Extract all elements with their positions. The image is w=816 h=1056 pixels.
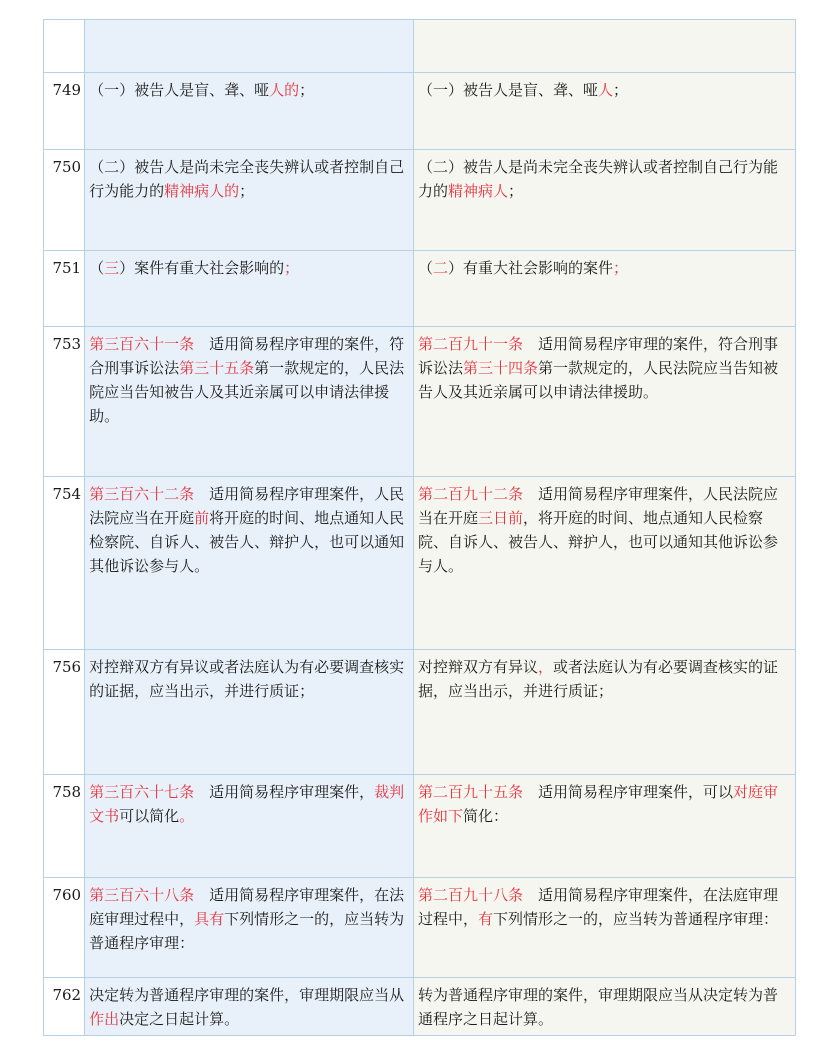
- provision-text: （: [89, 259, 105, 277]
- provision-text: 对控辩双方有异议或者法庭认为有必要调查核实的证据，应当出示，并进行质证；: [89, 658, 405, 700]
- highlighted-text: 第三百六十二条: [89, 485, 195, 503]
- highlighted-text: 第三百六十一条: [89, 335, 195, 353]
- highlighted-text: 第三十五条: [179, 359, 255, 377]
- highlighted-text: 第二百九十一条: [417, 335, 523, 353]
- provision-text: 适用简易程序审理案件，在法庭审理过程中，: [417, 886, 778, 928]
- provision-text: 下列情形之一的，应当转为普通程序审理：: [89, 910, 405, 952]
- table-row: [44, 775, 796, 878]
- row-number: 751: [44, 251, 85, 327]
- provision-text: ；: [507, 182, 523, 200]
- table-row: [44, 878, 796, 978]
- old-provision-cell: [85, 775, 414, 878]
- provision-text: 适用简易程序审理案件，: [194, 783, 375, 801]
- provision-text: （一）被告人是盲、聋、哑: [89, 81, 270, 99]
- highlighted-text: 前: [194, 509, 210, 527]
- highlighted-text: 。: [179, 807, 195, 825]
- provision-text: 适用简易程序审理案件，人民法院应当在开庭: [89, 485, 405, 527]
- new-provision-cell: [413, 150, 795, 251]
- provision-text: 下列情形之一的，应当转为普通程序审理：: [492, 910, 778, 928]
- highlighted-text: 第三十四条: [462, 359, 538, 377]
- old-provision-cell: [85, 878, 414, 978]
- provision-text: 或者法庭认为有必要调查核实的证据，应当出示，并进行质证；: [417, 658, 778, 700]
- provision-text: ）案件有重大社会影响的: [119, 259, 285, 277]
- row-number: 756: [44, 650, 85, 775]
- provision-text: ）有重大社会影响的案件: [447, 259, 613, 277]
- table-row: [44, 477, 796, 650]
- highlighted-text: 人: [597, 81, 613, 99]
- provision-text: 可以简化: [119, 807, 180, 825]
- highlighted-text: 二: [432, 259, 448, 277]
- highlighted-text: ；: [613, 259, 629, 277]
- provision-text: （一）被告人是盲、聋、哑: [417, 81, 598, 99]
- highlighted-text: 第三百六十七条: [89, 783, 195, 801]
- highlighted-text: 第三百六十八条: [89, 886, 195, 904]
- provision-text: 适用简易程序审理的案件，符合刑事诉讼法: [89, 335, 405, 377]
- provision-text: ；: [239, 182, 255, 200]
- comparison-table: [43, 19, 796, 1036]
- highlighted-text: 有: [477, 910, 493, 928]
- row-number: 762: [44, 978, 85, 1036]
- provision-text: ；: [299, 81, 315, 99]
- old-provision-cell: [85, 477, 414, 650]
- old-provision-cell: [85, 978, 414, 1036]
- new-provision-cell: [413, 251, 795, 327]
- highlighted-text: 第二百九十五条: [417, 783, 523, 801]
- new-provision-cell: [413, 978, 795, 1036]
- new-provision-cell: [413, 20, 795, 73]
- old-provision-cell: [85, 251, 414, 327]
- provision-text: 决定之日起计算。: [119, 1010, 240, 1028]
- old-provision-cell: [85, 327, 414, 477]
- row-number: 750: [44, 150, 85, 251]
- new-provision-cell: [413, 73, 795, 150]
- highlighted-text: ，: [537, 658, 553, 676]
- row-number: [44, 20, 85, 73]
- row-number: 758: [44, 775, 85, 878]
- table-row: [44, 73, 796, 150]
- old-provision-cell: [85, 20, 414, 73]
- provision-text: ，将开庭的时间、地点通知人民检察院、自诉人、被告人、辩护人，也可以通知其他诉讼参与人。: [417, 509, 778, 575]
- provision-text: 对控辩双方有异议: [417, 658, 538, 676]
- row-number: 753: [44, 327, 85, 477]
- provision-text: ；: [612, 81, 628, 99]
- new-provision-cell: [413, 650, 795, 775]
- table-row: [44, 650, 796, 775]
- highlighted-text: 三日前: [477, 509, 523, 527]
- table-row: [44, 251, 796, 327]
- provision-text: （二）被告人是尚未完全丧失辨认或者控制自己行为能力的: [417, 158, 778, 200]
- highlighted-text: 三: [104, 259, 120, 277]
- table-row: [44, 20, 796, 73]
- row-number: 760: [44, 878, 85, 978]
- provision-text: 决定转为普通程序审理的案件，审理期限应当从: [89, 986, 405, 1004]
- highlighted-text: 作出: [89, 1010, 120, 1028]
- provision-text: 简化：: [462, 807, 508, 825]
- new-provision-cell: [413, 477, 795, 650]
- provision-text: 适用简易程序审理的案件，符合刑事诉讼法: [417, 335, 778, 377]
- new-provision-cell: [413, 327, 795, 477]
- provision-text: （: [417, 259, 433, 277]
- table-row: [44, 150, 796, 251]
- old-provision-cell: [85, 150, 414, 251]
- provision-text: （二）被告人是尚未完全丧失辨认或者控制自己行为能力的: [89, 158, 405, 200]
- table-row: [44, 327, 796, 477]
- provision-text: 适用简易程序审理案件，可以: [522, 783, 733, 801]
- highlighted-text: 第二百九十八条: [417, 886, 523, 904]
- old-provision-cell: [85, 650, 414, 775]
- provision-text: 适用简易程序审理案件，人民法院应当在开庭: [417, 485, 778, 527]
- new-provision-cell: [413, 878, 795, 978]
- table-row: [44, 978, 796, 1036]
- highlighted-text: 人的: [269, 81, 300, 99]
- highlighted-text: 精神病人的: [164, 182, 240, 200]
- row-number: 749: [44, 73, 85, 150]
- highlighted-text: 精神病人: [447, 182, 508, 200]
- highlighted-text: 具有: [194, 910, 225, 928]
- provision-text: 适用简易程序审理案件，在法庭审理过程中，: [89, 886, 405, 928]
- highlighted-text: 第二百九十二条: [417, 485, 523, 503]
- highlighted-text: 对庭审作如下: [417, 783, 778, 825]
- provision-text: 第一款规定的，人民法院应当告知被告人及其近亲属可以申请法律援助。: [417, 359, 778, 401]
- provision-text: 将开庭的时间、地点通知人民检察院、自诉人、被告人、辩护人，也可以通知其他诉讼参与人。: [89, 509, 405, 575]
- old-provision-cell: [85, 73, 414, 150]
- row-number: 754: [44, 477, 85, 650]
- provision-text: 转为普通程序审理的案件，审理期限应当从决定转为普通程序之日起计算。: [417, 986, 778, 1028]
- highlighted-text: 裁判文书: [89, 783, 405, 825]
- highlighted-text: ；: [284, 259, 300, 277]
- provision-text: 第一款规定的，人民法院应当告知被告人及其近亲属可以申请法律援助。: [89, 359, 405, 425]
- new-provision-cell: [413, 775, 795, 878]
